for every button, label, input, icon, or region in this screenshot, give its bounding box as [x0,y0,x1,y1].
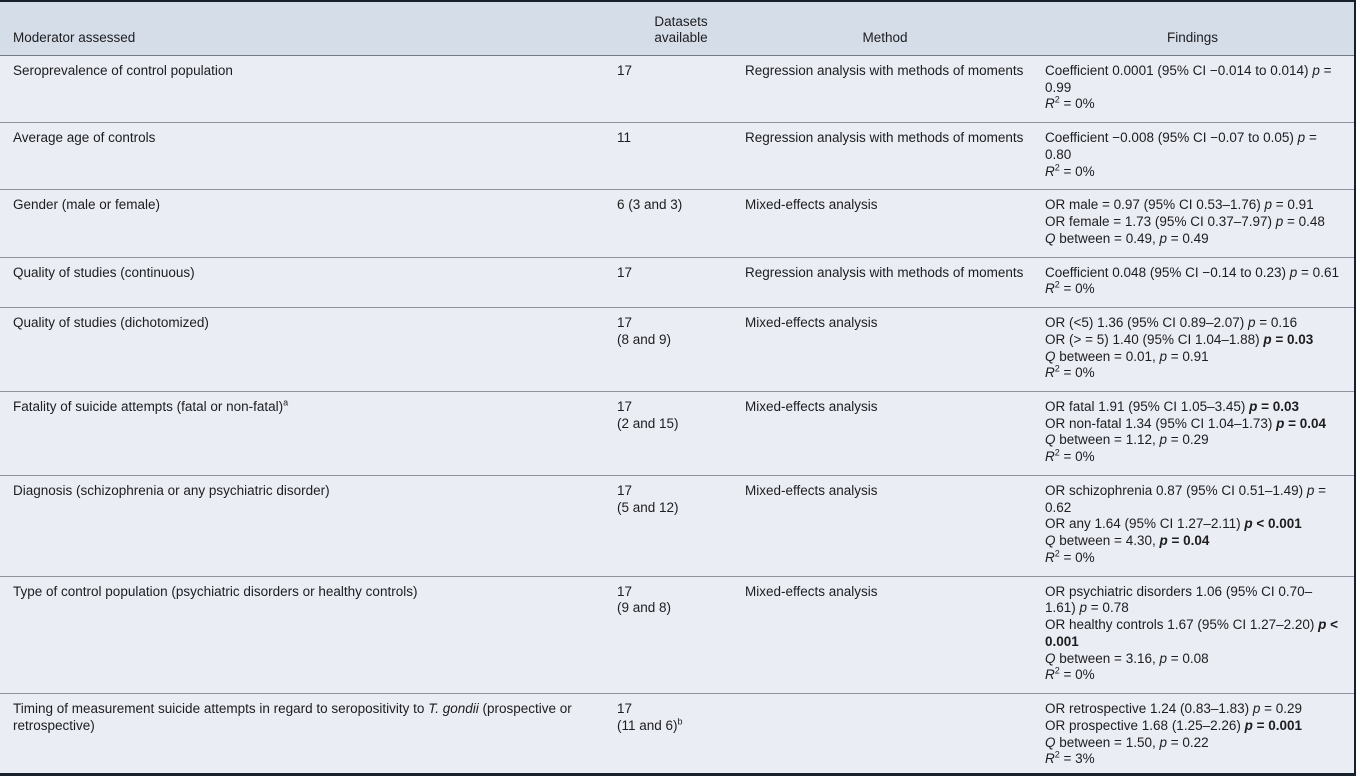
column-header-label: Findings [1166,30,1219,46]
text-line: (2 and 15) [617,415,679,431]
datasets-cell [617,399,745,466]
moderator-cell [0,483,617,567]
moderator-cell [0,399,617,466]
text-line: Average age of controls [13,130,156,146]
text-line: Quality of studies (continuous) [13,264,195,280]
text-line: $R^2 = 0\%$ [1045,548,1095,565]
method-cell [745,399,1045,466]
datasets-cell [617,483,745,567]
text-line: Q between = 3.16, p = 0.08 [1045,650,1209,666]
moderator-cell [0,584,617,684]
text-line: Diagnosis (schizophrenia or any psychiatric disorder) [13,482,330,498]
text-line: 17 [617,315,633,331]
table-header-row [0,2,1354,56]
text-line: 11 [617,130,632,146]
text-line: Coefficient −0.008 (95% CI −0.07 to 0.05) p = 0.80 [1045,130,1317,162]
column-header-label: Moderator assessed [13,30,136,46]
findings-cell [1045,63,1354,113]
text-line: Q between = 4.30, p = 0.04 [1045,533,1210,549]
text-line: (8 and 9) [617,331,672,347]
text-line: Mixed-effects analysis [745,315,878,331]
moderator-cell [0,315,617,382]
text-line: $R^2 = 0\%$ [1045,363,1095,381]
findings-cell [1045,483,1354,567]
table-row [0,190,1354,257]
column-header-method [745,30,1045,47]
text-line: OR schizophrenia 0.87 (95% CI 0.51–1.49) p = 0.62 [1045,482,1327,515]
text-line: 17 [617,482,633,498]
text-line: Coefficient 0.048 (95% CI −0.14 to 0.23) p = 0.61 [1045,264,1339,280]
findings-cell [1045,197,1354,247]
column-header-label: Datasets available [654,13,708,46]
table-row [0,694,1354,776]
table-row [0,123,1354,190]
text-line: Q between = 1.12, p = 0.29 [1045,432,1209,448]
moderator-cell [0,265,617,298]
text-line: $R^2 = 0\%$ [1045,162,1095,179]
findings-cell [1045,584,1354,684]
text-line: Regression analysis with methods of moments [745,63,1024,78]
method-cell [745,701,1045,768]
text-line: OR male = 0.97 (95% CI 0.53–1.76) p = 0.91 [1045,197,1314,213]
text-line: OR female = 1.73 (95% CI 0.37–7.97) p = 0.48 [1045,214,1325,230]
text-line: OR prospective 1.68 (1.25–2.26) p = 0.001 [1045,717,1303,733]
text-line: OR (<5) 1.36 (95% CI 0.89–2.07) p = 0.16 [1045,315,1298,331]
text-line: OR healthy controls 1.67 (95% CI 1.27–2.20) p < 0.001 [1045,617,1339,649]
text-line: $R^2 = 0\%$ [1045,665,1095,683]
text-line: OR fatal 1.91 (95% CI 1.05–3.45) p = 0.03 [1045,399,1300,415]
text-line: Q between = 0.49, p = 0.49 [1045,230,1209,246]
findings-cell [1045,315,1354,382]
text-line: Fatality of suicide attempts (fatal or non-fatal)$^a$ [13,397,289,415]
text-line: 17 [617,583,633,599]
column-header-datasets [617,14,745,47]
text-line: Mixed-effects analysis [745,482,878,498]
text-line: (11 and 6)$^b$ [617,716,683,733]
moderator-cell [0,130,617,180]
text-line: 17 [617,701,633,717]
method-cell [745,584,1045,684]
text-line: OR (> = 5) 1.40 (95% CI 1.04–1.88) p = 0.03 [1045,331,1314,347]
method-cell [745,63,1045,113]
method-cell [745,315,1045,382]
text-line: Coefficient 0.0001 (95% CI −0.014 to 0.014) p = 0.99 [1045,63,1332,95]
datasets-cell [617,197,745,247]
moderator-cell [0,701,617,768]
text-line: Mixed-effects analysis [745,583,878,599]
text-line: OR psychiatric disorders 1.06 (95% CI 0.70–1.61) p = 0.78 [1045,583,1313,616]
findings-cell [1045,399,1354,466]
text-line: OR any 1.64 (95% CI 1.27–2.11) p < 0.001 [1045,516,1302,532]
table-body [0,56,1354,776]
column-header-findings [1045,30,1354,47]
findings-cell [1045,265,1354,298]
datasets-cell [617,584,745,684]
text-line: Q between = 1.50, p = 0.22 [1045,734,1209,750]
table-row [0,56,1354,123]
text-line: $R^2 = 0\%$ [1045,279,1095,297]
table-row [0,476,1354,577]
text-line: OR non-fatal 1.34 (95% CI 1.04–1.73) p = 0.04 [1045,415,1327,431]
text-line: 17 [617,399,633,415]
moderator-cell [0,197,617,247]
findings-cell [1045,701,1354,768]
text-line: Regression analysis with methods of moments [745,130,1024,146]
datasets-cell [617,315,745,382]
text-line: Q between = 0.01, p = 0.91 [1045,348,1209,364]
datasets-cell [617,265,745,298]
method-cell [745,483,1045,567]
findings-cell [1045,130,1354,180]
text-line: 17 [617,63,633,78]
column-header-moderator [0,30,617,47]
datasets-cell [617,701,745,768]
column-header-label: Method [862,30,908,46]
text-line: $R^2 = 3\%$ [1045,749,1095,767]
text-line: Seroprevalence of control population [13,63,233,78]
method-cell [745,130,1045,180]
text-line: Regression analysis with methods of moments [745,264,1024,280]
text-line: (9 and 8) [617,600,672,616]
text-line: Mixed-effects analysis [745,399,878,415]
text-line: Gender (male or female) [13,197,161,213]
text-line: $R^2 = 0\%$ [1045,447,1095,465]
table-row [0,308,1354,392]
text-line: Timing of measurement suicide attempts in regard to seropositivity to T. gondii (prospective or retrospective) [13,701,572,733]
method-cell [745,265,1045,298]
method-cell [745,197,1045,247]
text-line: Type of control population (psychiatric disorders or healthy controls) [13,583,418,599]
text-line: Mixed-effects analysis [745,197,878,213]
datasets-cell [617,130,745,180]
datasets-cell [617,63,745,113]
text-line: 17 [617,264,633,280]
table-row [0,392,1354,476]
text-line: OR retrospective 1.24 (0.83–1.83) p = 0.29 [1045,701,1303,717]
text-line: Quality of studies (dichotomized) [13,315,209,331]
text-line: $R^2 = 0\%$ [1045,94,1095,112]
table-row [0,258,1354,308]
text-line: 6 (3 and 3) [617,197,683,213]
moderator-cell [0,63,617,113]
text-line: (5 and 12) [617,499,679,515]
table-row [0,577,1354,694]
